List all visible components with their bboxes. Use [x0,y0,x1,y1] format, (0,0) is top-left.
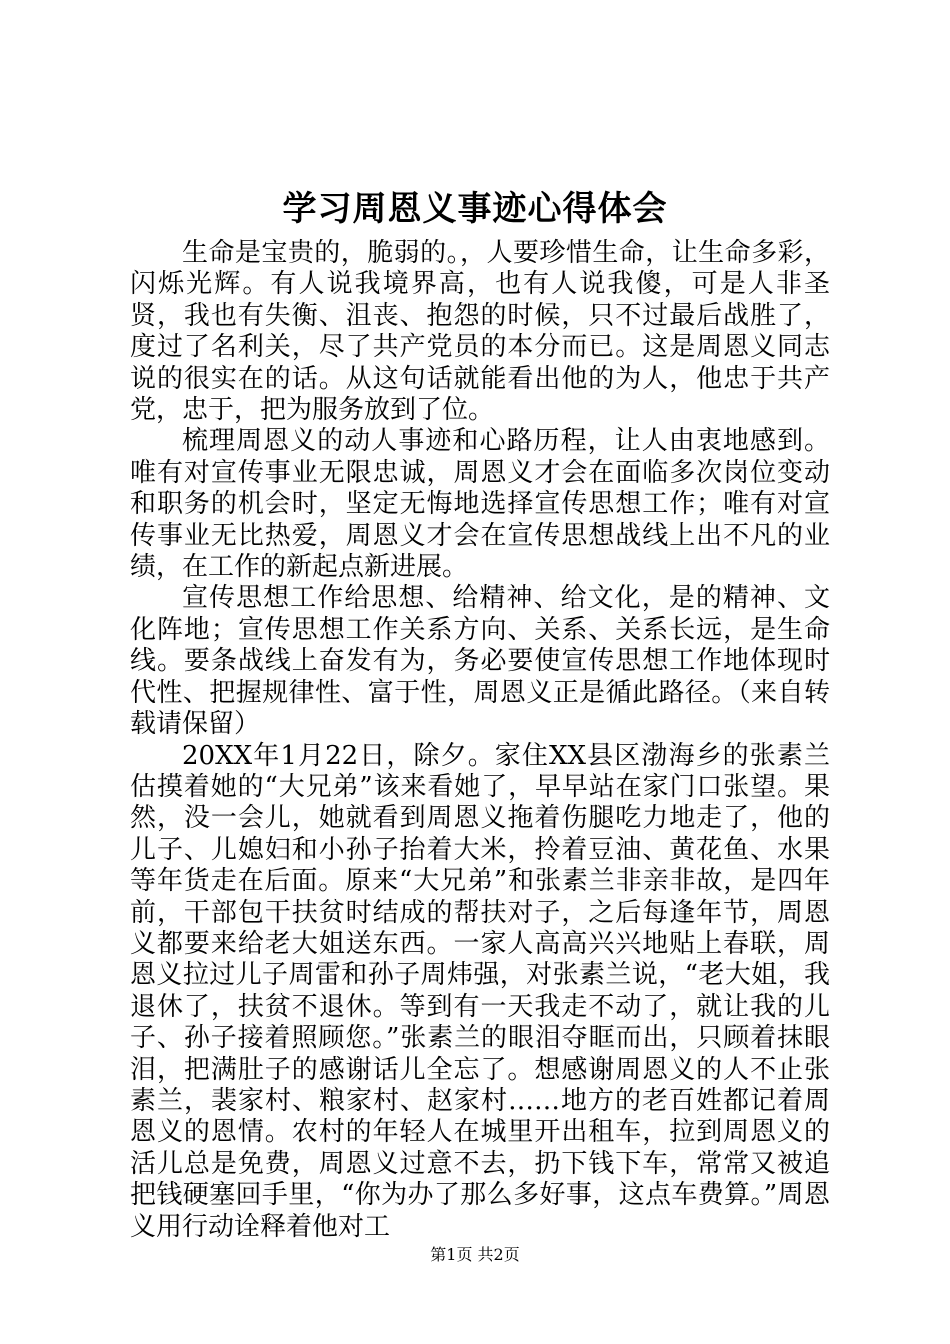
paragraph-3: 宣传思想工作给思想、给精神、给文化，是的精神、文化阵地；宣传思想工作关系方向、关系、关系长远，是生命线。要条战线上奋发有为，务必要使宣传思想工作地体现时代性、把握规律性、富于性，周恩义正是循此路径。（来自转载请保留） [130,583,830,740]
document-title: 学习周恩义事迹心得体会 [282,189,668,229]
paragraph-1: 生命是宝贵的，脆弱的。，人要珍惜生命，让生命多彩，闪烁光辉。有人说我境界高，也有人说我傻，可是人非圣贤，我也有失衡、沮丧、抱怨的时候，只不过最后战胜了，度过了名利关，尽了共产党员的本分而已。这是周恩义同志说的很实在的话。从这句话就能看出他的为人，他忠于共产党，忠于，把为服务放到了位。 [130,238,830,426]
page-number-footer: 第1页 共2页 [430,1245,520,1264]
document-body [130,238,830,1243]
paragraph-2: 梳理周恩义的动人事迹和心路历程，让人由衷地感到。唯有对宣传事业无限忠诚，周恩义才会在面临多次岗位变动和职务的机会时，坚定无悔地选择宣传思想工作；唯有对宣传事业无比热爱，周恩义才会在宣传思想战线上出不凡的业绩，在工作的新起点新进展。 [130,426,830,583]
paragraph-4: 20XX年1月22日，除夕。家住XX县区渤海乡的张素兰估摸着她的“大兄弟”该来看她了，早早站在家门口张望。果然，没一会儿，她就看到周恩义拖着伤腿吃力地走了，他的儿子、儿媳妇和小孙子抬着大米，拎着豆油、黄花鱼、水果等年货走在后面。原来“大兄弟”和张素兰非亲非故，是四年前，干部包干扶贫时结成的帮扶对子，之后每逢年节，周恩义都要来给老大姐送东西。一家人高高兴兴地贴上春联，周恩义拉过儿子周雷和孙子周炜强，对张素兰说，“老大姐，我退休了，扶贫不退休。等到有一天我走不动了，就让我的儿子、孙子接着照顾您。”张素兰的眼泪夺眶而出，只顾着抹眼泪，把满肚子的感谢话儿全忘了。想感谢周恩义的人不止张素兰，裴家村、粮家村、赵家村……地方的老百姓都记着周恩义的恩情。农村的年轻人在城里开出租车，拉到周恩义的活儿总是免费，周恩义过意不去，扔下钱下车，常常又被追把钱硬塞回手里，“你为办了那么多好事，这点车费算。”周恩义用行动诠释着他对工 [130,740,830,1242]
